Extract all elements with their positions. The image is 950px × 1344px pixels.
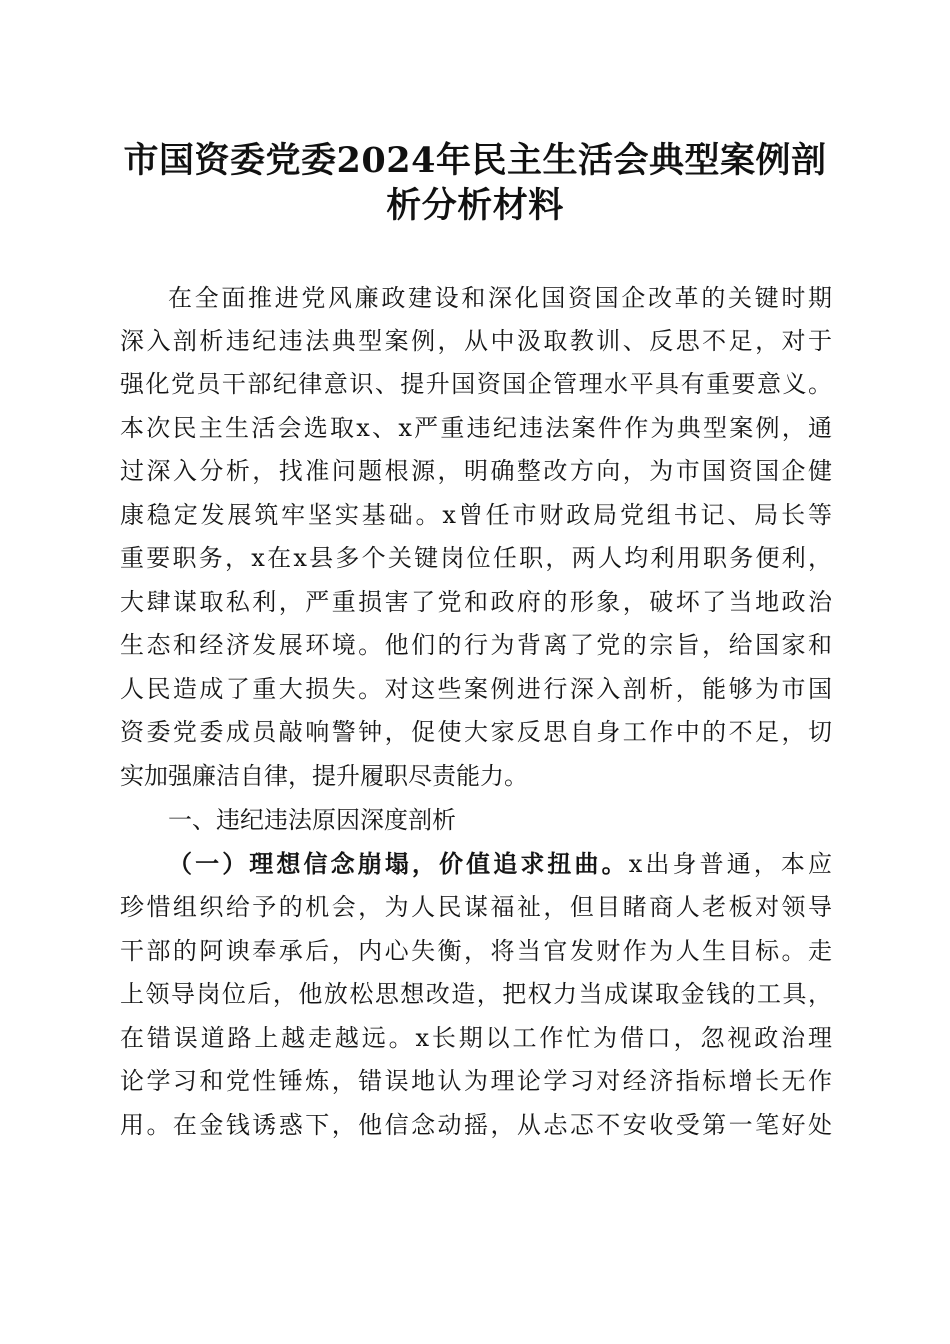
document-title-line-2: 析分析材料 [386, 185, 564, 226]
subsection-lead: （一）理想信念崩塌，价值追求扭曲。 [168, 850, 629, 878]
section-heading: 一、违纪违法原因深度剖析 [168, 806, 456, 834]
paragraph-line: 资委党委成员敲响警钟，促使大家反思自身工作中的不足，切 [120, 718, 832, 746]
paragraph-line: 重要职务，x在x县多个关键岗位任职，两人均利用职务便利， [120, 544, 832, 572]
paragraph-line: 在错误道路上越走越远。x长期以工作忙为借口，忽视政治理 [120, 1024, 832, 1052]
paragraph-line: 珍惜组织给予的机会，为人民谋福祉，但目睹商人老板对领导 [120, 893, 832, 921]
paragraph-line: 生态和经济发展环境。他们的行为背离了党的宗旨，给国家和 [120, 631, 832, 659]
paragraph-line: 大肆谋取私利，严重损害了党和政府的形象，破坏了当地政治 [120, 588, 832, 616]
document-title-line-1: 市国资委党委2024年民主生活会典型案例剖 [123, 140, 827, 181]
paragraph-line-with-lead [168, 849, 832, 879]
paragraph-line: 深入剖析违纪违法典型案例，从中汲取教训、反思不足，对于 [120, 327, 832, 355]
paragraph-line: 康稳定发展筑牢坚实基础。x曾任市财政局党组书记、局长等 [120, 501, 832, 529]
paragraph-line: 人民造成了重大损失。对这些案例进行深入剖析，能够为市国 [120, 675, 832, 703]
paragraph-line: 干部的阿谀奉承后，内心失衡，将当官发财作为人生目标。走 [120, 937, 832, 965]
paragraph-line: 用。在金钱诱惑下，他信念动摇，从忐忑不安收受第一笔好处 [120, 1111, 832, 1139]
paragraph-line: 过深入分析，找准问题根源，明确整改方向，为市国资国企健 [120, 457, 832, 485]
paragraph-line: 论学习和党性锤炼，错误地认为理论学习对经济指标增长无作 [120, 1067, 832, 1095]
paragraph-line: 强化党员干部纪律意识、提升国资国企管理水平具有重要意义。 [120, 370, 832, 398]
paragraph-line: 上领导岗位后，他放松思想改造，把权力当成谋取金钱的工具， [120, 980, 832, 1008]
subsection-lead-rest: x出身普通，本应 [628, 850, 833, 878]
paragraph-line: 实加强廉洁自律，提升履职尽责能力。 [120, 762, 528, 790]
paragraph-line: 本次民主生活会选取x、x严重违纪违法案件作为典型案例，通 [120, 414, 832, 442]
paragraph-line: 在全面推进党风廉政建设和深化国资国企改革的关键时期 [168, 284, 832, 312]
